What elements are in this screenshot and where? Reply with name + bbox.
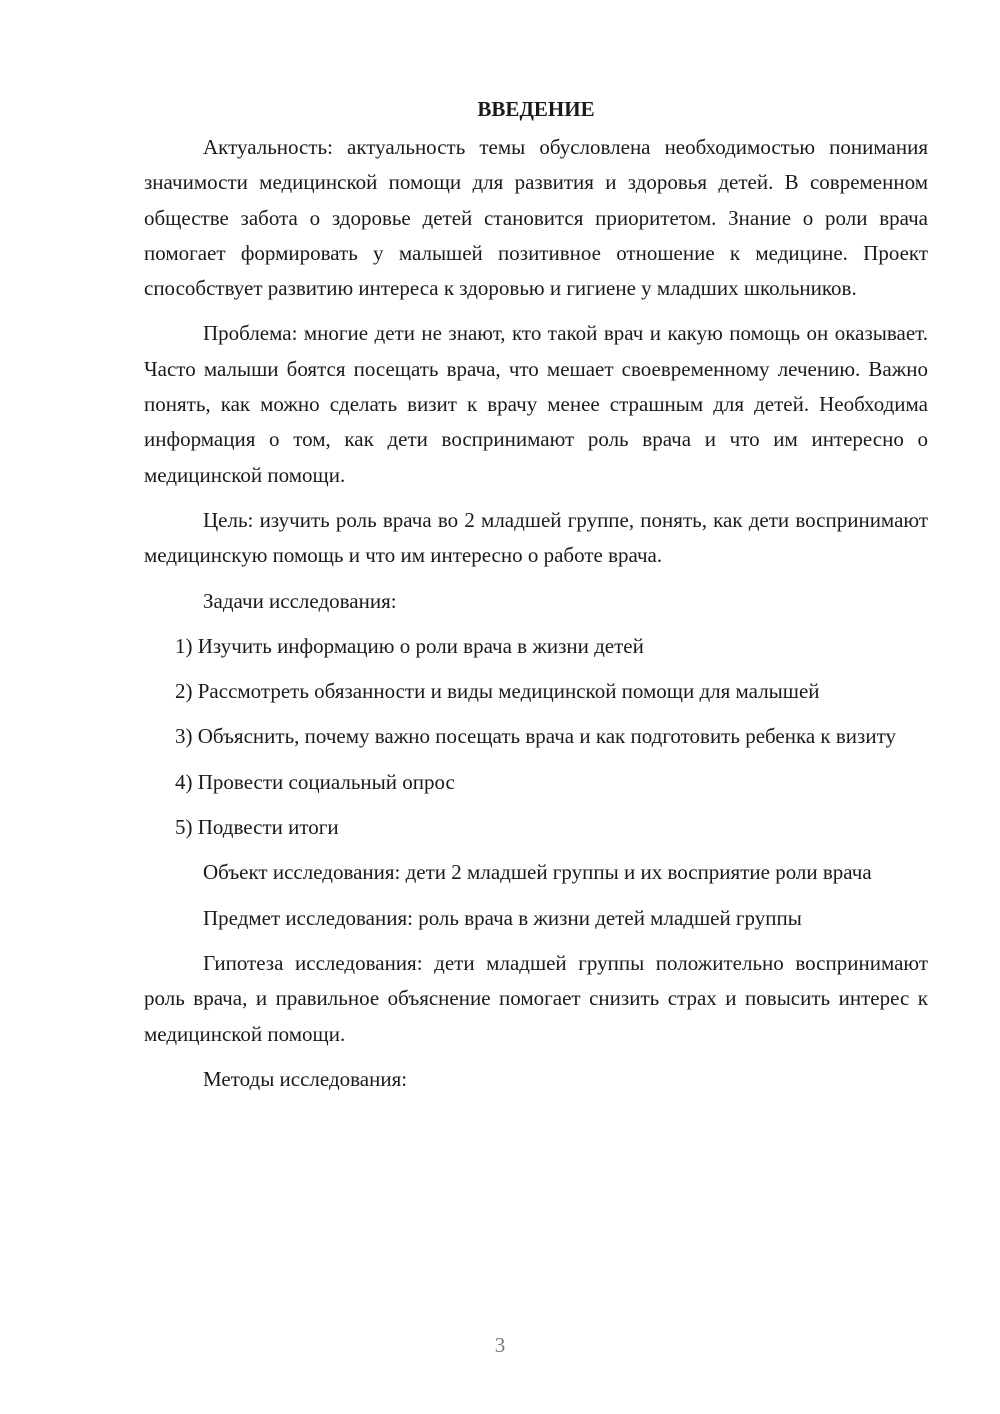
- document-page: [144, 92, 928, 1107]
- goal-paragraph: Цель: изучить роль врача во 2 младшей группе, понять, как дети воспринимают медицинскую помощь и что им интересно о работе врача.: [144, 507, 928, 568]
- task-item: 4) Провести социальный опрос: [175, 769, 455, 794]
- problem-paragraph: Проблема: многие дети не знают, кто такой врач и какую помощь он оказывает. Часто малыши боятся посещать врача, что мешает своевременному лечению. Важно понять, как можно сделать визит к врачу менее страшным для детей. Необходима информация о том, как дети воспринимают роль врача и что им интересно о медицинской помощи.: [144, 321, 928, 487]
- object-paragraph: Объект исследования: дети 2 младшей группы и их восприятие роли врача: [203, 860, 872, 885]
- tasks-list: [144, 629, 928, 845]
- section-title: ВВЕДЕНИЕ: [477, 97, 595, 121]
- task-item: 3) Объяснить, почему важно посещать врача и как подготовить ребенка к визиту: [175, 724, 896, 749]
- relevance-paragraph: Актуальность: актуальность темы обусловлена необходимостью понимания значимости медицинской помощи для развития и здоровья детей. В современном обществе забота о здоровье детей становится приоритетом. Знание о роли врача помогает формировать у малышей позитивное отношение к медицине. Проект способствует развитию интереса к здоровью и гигиене у младших школьников.: [144, 135, 928, 301]
- tasks-heading: Задачи исследования:: [203, 588, 397, 613]
- page-number: 3: [494, 1333, 506, 1357]
- task-item: 2) Рассмотреть обязанности и виды медицинской помощи для малышей: [175, 679, 820, 704]
- task-item: 1) Изучить информацию о роли врача в жизни детей: [175, 633, 644, 658]
- task-item: 5) Подвести итоги: [175, 815, 339, 840]
- methods-heading: Методы исследования:: [203, 1066, 408, 1091]
- subject-paragraph: Предмет исследования: роль врача в жизни детей младшей группы: [203, 905, 802, 930]
- hypothesis-paragraph: Гипотеза исследования: дети младшей группы положительно воспринимают роль врача, и правильное объяснение помогает снизить страх и повысить интерес к медицинской помощи.: [144, 950, 928, 1046]
